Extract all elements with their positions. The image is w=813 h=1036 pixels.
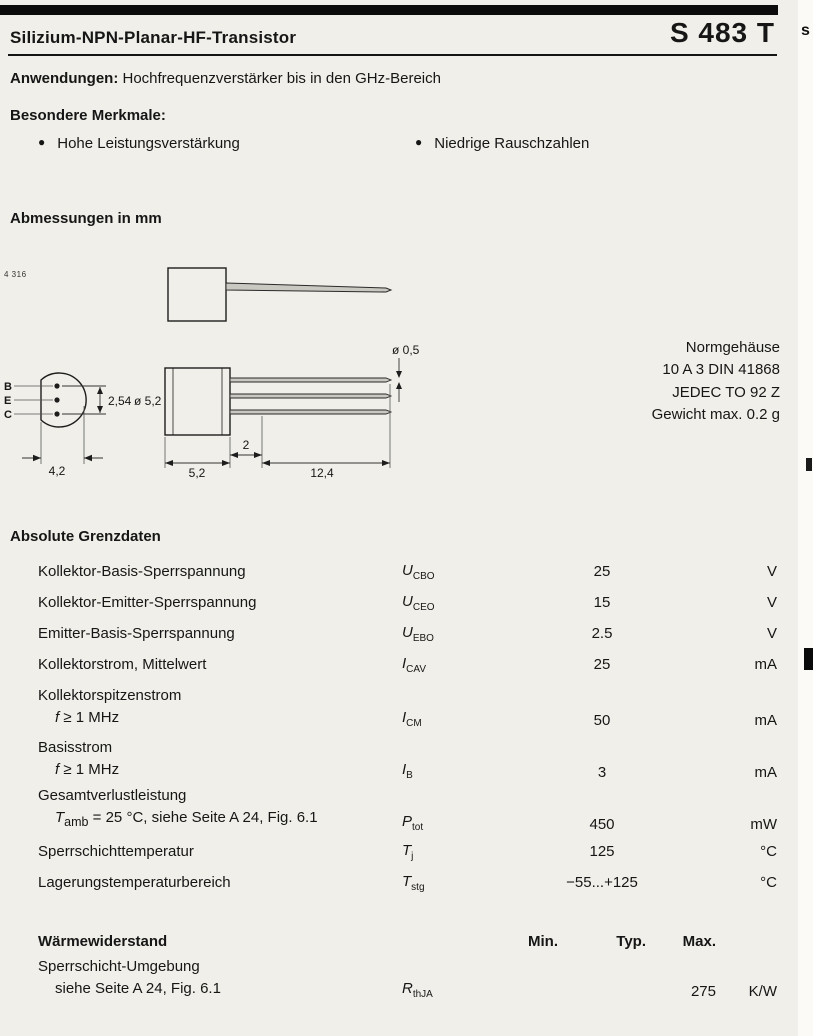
param-unit: mW	[750, 816, 777, 833]
param-symbol: $P_{tot}$	[402, 813, 424, 833]
page-title: Silizium-NPN-Planar-HF-Transistor	[10, 28, 297, 47]
dim-body-depth	[22, 406, 103, 478]
case-info-line: Gewicht max. 0.2 g	[651, 406, 780, 424]
param-symbol: $I_{CAV}$	[402, 654, 426, 675]
dim-pin-pitch	[62, 386, 132, 414]
param-label: Sperrschicht-Umgebung siehe Seite A 24, Fig. 6.1	[10, 956, 402, 1000]
param-label: Gesamtverlustleistung $T_{amb} = 25$ °C, siehe Seite A 24, Fig. 6.1	[10, 785, 402, 833]
feature-item	[38, 135, 240, 152]
feature-label: Niedrige Rauschzahlen	[434, 135, 590, 152]
column-header-typ: Typ.	[616, 932, 646, 950]
param-value: 50	[593, 712, 611, 729]
dim-label: 2,54	[108, 394, 132, 408]
param-label: Sperrschichttemperatur	[38, 843, 194, 860]
bullet-icon: ●	[38, 135, 46, 149]
pin-label-e: E	[4, 395, 12, 407]
dim-label: ø 0,5	[392, 343, 420, 357]
param-symbol: $R_{thJA}$	[402, 980, 433, 1000]
param-unit: mA	[754, 656, 777, 673]
dim-label-body-dia: ø 5,2	[134, 394, 162, 408]
thermal-header-row	[10, 926, 777, 956]
package-side-view	[168, 268, 391, 321]
case-info-block	[652, 337, 780, 427]
package-front-view	[165, 368, 391, 435]
param-unit: °C	[760, 874, 777, 891]
param-symbol: $T_{stg}$	[402, 872, 425, 893]
param-label: Kollektorspitzenstrom f ≥ 1 MHz	[10, 685, 402, 729]
feature-item	[415, 135, 589, 152]
param-value: 3	[597, 764, 607, 781]
pin-label-b: B	[4, 381, 12, 393]
param-unit: V	[766, 563, 777, 580]
param-symbol: $I_{CM}$	[402, 709, 422, 729]
param-label: Kollektor-Basis-Sperrspannung	[38, 563, 246, 580]
page-edge	[798, 0, 813, 1036]
package-pin-view	[4, 373, 86, 427]
part-number: S 483 T	[669, 17, 775, 48]
pin-label-c: C	[4, 409, 12, 421]
param-condition: f ≥ 1 MHz	[55, 761, 120, 778]
features-heading: Besondere Merkmale:	[10, 107, 166, 124]
column-header-min: Min.	[528, 932, 558, 950]
table-row	[10, 556, 777, 587]
param-value: 125	[589, 843, 615, 860]
param-symbol: $U_{CEO}$	[402, 592, 435, 613]
header-rule	[8, 54, 777, 56]
param-label: Basisstrom f ≥ 1 MHz	[10, 737, 402, 781]
case-info-line: JEDEC TO 92 Z	[672, 383, 780, 401]
scan-artifact	[804, 648, 813, 670]
dim-lead-dia	[392, 343, 420, 402]
param-label: Lagerungstemperaturbereich	[38, 874, 231, 891]
case-info-line: Normgehäuse	[685, 339, 780, 356]
param-label: Kollektor-Emitter-Sperrspannung	[38, 594, 257, 611]
applications-text: Hochfrequenzverstärker bis in den GHz-Bereich	[122, 70, 441, 87]
param-symbol: $T_j$	[402, 841, 414, 862]
thermal-heading: Wärmewiderstand	[38, 932, 168, 950]
param-unit: K/W	[748, 983, 777, 1000]
table-row	[10, 618, 777, 649]
ratings-heading: Absolute Grenzdaten	[10, 528, 161, 545]
param-unit: mA	[754, 712, 777, 729]
dim-label: 5,2	[188, 466, 206, 480]
dim-label: 12,4	[310, 466, 334, 480]
param-value: 15	[593, 594, 611, 611]
table-row	[10, 784, 777, 836]
applications-line	[10, 70, 441, 87]
param-value-max: 275	[690, 983, 716, 1000]
dim-label: 4,2	[48, 464, 66, 478]
table-row	[10, 867, 777, 898]
dimensions-heading: Abmessungen in mm	[10, 210, 162, 227]
param-symbol: $I_B$	[402, 761, 413, 781]
table-row	[10, 680, 777, 732]
param-condition: $T_{amb} = 25$ °C, siehe Seite A 24, Fig. 6.1	[55, 809, 318, 829]
param-value: 2.5	[591, 625, 613, 642]
bullet-icon: ●	[415, 135, 423, 149]
dim-label: 2	[242, 438, 250, 452]
param-label: Emitter-Basis-Sperrspannung	[38, 625, 235, 642]
feature-label: Hohe Leistungsverstärkung	[57, 135, 240, 152]
param-symbol: $U_{EBO}$	[402, 623, 434, 644]
table-row	[10, 956, 777, 1000]
param-value: 25	[593, 656, 611, 673]
applications-label: Anwendungen:	[10, 70, 119, 87]
param-unit: V	[766, 625, 777, 642]
case-info-line: 10 A 3 DIN 41868	[662, 361, 780, 379]
table-row	[10, 587, 777, 618]
param-value: 450	[589, 816, 615, 833]
ratings-table	[10, 556, 777, 1000]
column-header-max: Max.	[682, 932, 716, 950]
param-symbol: $U_{CBO}$	[402, 561, 435, 582]
param-label: Kollektorstrom, Mittelwert	[38, 656, 207, 673]
param-condition: f ≥ 1 MHz	[55, 709, 120, 726]
thermal-section	[10, 926, 777, 1000]
param-condition: siehe Seite A 24, Fig. 6.1	[55, 980, 221, 997]
param-unit: V	[766, 594, 777, 611]
table-row	[10, 732, 777, 784]
param-value: 25	[593, 563, 611, 580]
scan-top-bar	[0, 5, 778, 15]
table-row	[10, 649, 777, 680]
table-row	[10, 836, 777, 867]
edge-text: s	[801, 22, 810, 39]
print-stamp: 4 316	[4, 270, 27, 279]
param-unit: °C	[760, 843, 777, 860]
param-value: −55...+125	[566, 874, 638, 891]
param-unit: mA	[754, 764, 777, 781]
